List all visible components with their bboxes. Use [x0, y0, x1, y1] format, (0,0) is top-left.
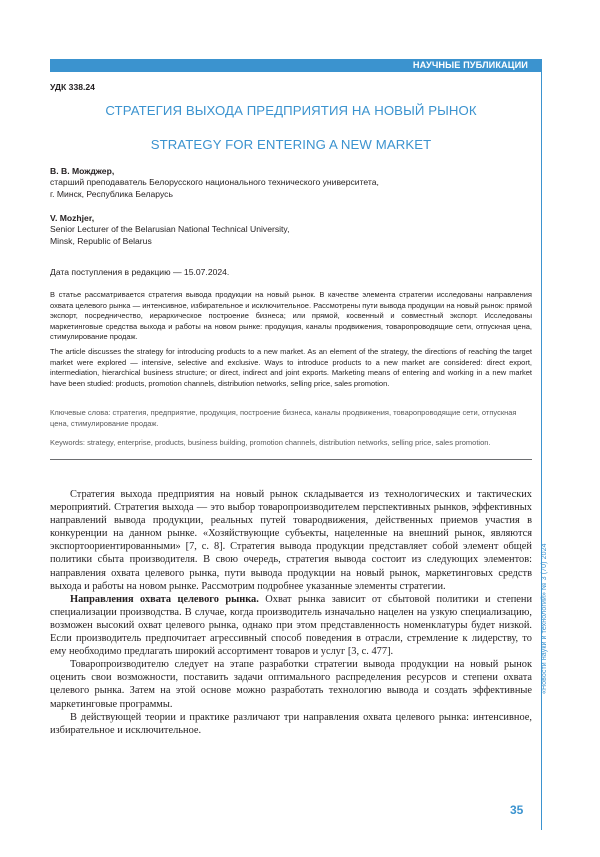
title-en: STRATEGY FOR ENTERING A NEW MARKET: [150, 137, 432, 152]
author-affiliation-en-line1: Senior Lecturer of the Belarusian National Technical University,: [50, 224, 290, 235]
body-paragraph-2-heading: Направления охвата целевого рынка.: [70, 593, 259, 605]
section-header-bar: [50, 59, 542, 72]
author-name-en: V. Mozhjer,: [50, 213, 95, 223]
title-ru: СТРАТЕГИЯ ВЫХОДА ПРЕДПРИЯТИЯ НА НОВЫЙ РЫНОК: [105, 103, 477, 118]
keywords-ru: Ключевые слова: стратегия, предприятие, продукция, построение бизнеса, каналы продвижения, товаропроводящие сети, отпускная цена, стимулирование продаж.: [50, 408, 517, 428]
author-affiliation-en-line2: Minsk, Republic of Belarus: [50, 235, 152, 246]
received-date: Дата поступления в редакцию — 15.07.2024.: [50, 267, 230, 277]
right-margin-rule: [541, 72, 542, 830]
body-paragraph-3: Товаропроизводителю следует на этапе разработки стратегии вывода продукции на новый рынок оценить свои возможности, поставить задачи оптимального распределения ресурсов и степени охвата целевого рынка. Затем на этой основе можно разработать технологию вывода и создать эффективные маркетинговые программы.: [50, 659, 532, 710]
author-ru: [50, 166, 379, 200]
author-en: [50, 213, 289, 247]
journal-vertical-label: «Новости науки и технологий» № 3 (70) 2024: [541, 543, 548, 694]
author-affiliation-ru-line1: старший преподаватель Белорусского национального технического университета,: [50, 177, 379, 188]
keywords-divider: [50, 459, 532, 460]
author-affiliation-ru-line2: г. Минск, Республика Беларусь: [50, 188, 173, 199]
article-body: [50, 488, 532, 737]
abstract-en: The article discusses the strategy for introducing products to a new market. As an element of the strategy, the directions of reaching the target market were explored — intensive, selective and exclusive. Ways to introduce products to a new market are considered: direct export, intermediation, hierarchical business structure; or direct, indirect and joint exports. Marketing means of entering and working in a new market have been studied: products, promotion channels, distribution networks, selling price, sales promotion.: [50, 347, 532, 388]
body-paragraph-2: [50, 593, 532, 658]
udk-code: УДК 338.24: [50, 82, 95, 92]
keywords-en: Keywords: strategy, enterprise, products, business building, promotion channels, distribution networks, selling price, sales promotion.: [50, 438, 491, 447]
abstract-ru: В статье рассматривается стратегия вывода продукции на новый рынок. В качестве элемента стратегии исследованы направления охвата целевого рынка — интенсивное, избирательное и исключительное. Рассмотрены пути вывода продукции на новый рынок: прямой экспорт, посредничество, иерархическое построение бизнеса; или прямой, косвенный и совместный экспорт. Исследованы маркетинговые средства выхода и работы на новом рынке: продукция, каналы продвижения, товаропроводящие сети, отпускная цена, стимулирование продаж.: [50, 290, 532, 341]
page-number: 35: [510, 803, 524, 817]
author-name-ru: В. В. Можджер,: [50, 166, 115, 176]
body-paragraph-4: В действующей теории и практике различают три направления охвата целевого рынка: интенсивное, избирательное и исключительное.: [50, 711, 532, 736]
section-label: НАУЧНЫЕ ПУБЛИКАЦИИ: [412, 60, 528, 70]
body-paragraph-2-text: Охват рынка зависит от сбытовой политики и степени специализации производства. В случае, когда производитель изначально нацелен на узкую специализацию, возможен высокий охват целевого рынка, однако при этом представленность номенклатуры будет низкой. Если производитель предпочитает агрессивный способ поведения в отрасли, стремление к лидерству, то ему необходимо предлагать широкий ассортимент товаров и услуг [3, с. 477].: [50, 593, 532, 658]
body-paragraph-1: Стратегия выхода предприятия на новый рынок складывается из технологических и тактических мероприятий. Стратегия выхода — это выбор товаропроизводителем перспективных рынков, эффективных направлений вывода продукции, реальных путей товародвижения, действенных приемов участия в конкуренции на данном рынке. «Хозяйствующие субъекты, нацеленные на внешний рынок, являются экспортоориентированными» [7, с. 8]. Стратегия вывода продукции представляет собой элемент общей политики сбыта производителя. В свою очередь, стратегия вывода состоит из следующих элементов: направления охвата целевого рынка, пути вывода продукции на новый рынок, маркетинговых средств выхода и работы на новом рынке. Рассмотрим подробнее указанные элементы стратегии.: [50, 489, 532, 592]
